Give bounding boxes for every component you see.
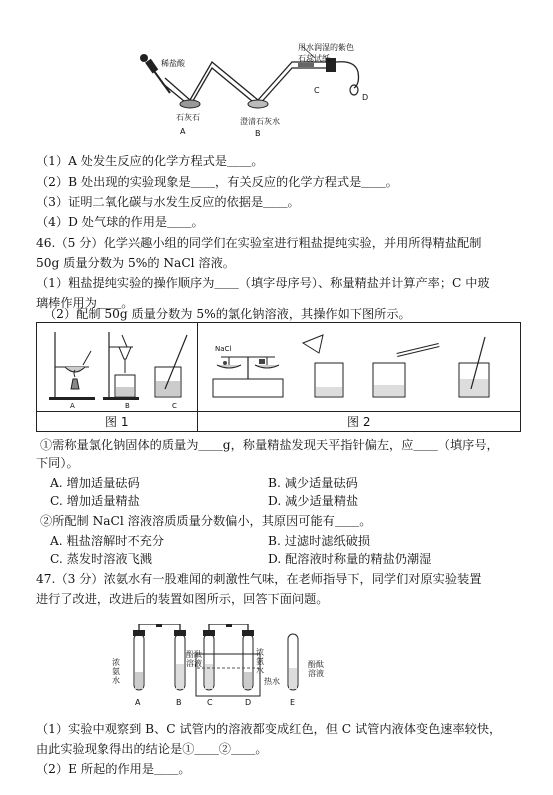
pour-water-beaker-icon	[373, 345, 439, 397]
q47-intro-1: 47.（3 分）浓氨水有一股难闻的刺激性气味，在老师指导下，同学们对原实验装置	[36, 572, 482, 586]
tube-D-icon	[242, 630, 254, 690]
q46-option-D1: D. 减少适量精盐	[268, 494, 359, 508]
q46-option-B2: B. 过滤时滤纸破损	[268, 534, 371, 548]
figure-divider-vertical	[197, 323, 198, 431]
fig2-label-nacl: NaCl	[215, 345, 232, 353]
fig47-label-ammonia2: 浓氨水	[256, 648, 264, 675]
ammonia-diffusion-figure	[128, 624, 328, 704]
filtration-apparatus-icon	[103, 332, 139, 400]
tube-B-icon	[174, 630, 186, 690]
fig47-label-D: D	[245, 698, 252, 707]
q46-sub1-b: 下同）。	[36, 456, 79, 470]
label-D: D	[362, 93, 369, 102]
q45-part1: （1）A 处发生反应的化学方程式是＿＿。	[36, 154, 264, 168]
q46-option-A2: A. 粗盐溶解时不充分	[50, 534, 165, 548]
q46-option-C1: C. 增加适量精盐	[50, 494, 140, 508]
label-C: C	[314, 86, 320, 95]
fig47-label-E: E	[290, 698, 296, 707]
stirring-beaker-icon	[459, 337, 489, 397]
q46-option-B1: B. 减少适量砝码	[268, 476, 358, 490]
co2-apparatus-figure	[130, 38, 380, 143]
pour-salt-beaker-icon	[303, 335, 343, 397]
tube-C-icon	[203, 630, 215, 690]
q46-sub2: ②所配制 NaCl 溶液溶质质量分数偏小，其原因可能有＿＿。	[40, 514, 372, 528]
q46-intro-1: 46.（5 分）化学兴趣小组的同学们在实验室进行粗盐提纯实验，并用所得精盐配制	[36, 236, 482, 250]
figure-caption-1: 图 1	[105, 415, 129, 429]
fig47-label-C: C	[207, 698, 213, 707]
figure-caption-2: 图 2	[347, 415, 371, 429]
fig1-label-A: A	[70, 402, 75, 410]
figure-divider-horizontal	[37, 411, 520, 412]
fig47-label-ammonia: 浓氨水	[112, 658, 120, 685]
fig47-label-A: A	[135, 698, 141, 707]
q46-option-A1: A. 增加适量砝码	[50, 476, 140, 490]
purification-steps-figure	[47, 327, 192, 409]
q47-part2: （2）E 所起的作用是＿＿。	[36, 762, 191, 776]
label-A: A	[180, 127, 186, 136]
label-limewater: 澄清石灰水	[240, 117, 280, 126]
q46-part2: （2）配制 50g 质量分数为 5%的氯化钠溶液，其操作如下图所示。	[44, 307, 411, 321]
q47-part1-b: 由此实验现象得出的结论是①＿＿②＿＿。	[36, 742, 268, 756]
tube-A-icon	[133, 630, 145, 690]
q45-part3: （3）证明二氧化碳与水发生反应的依据是＿＿。	[36, 195, 300, 209]
q47-intro-2: 进行了改进，改进后的装置如图所示，回答下面问题。	[36, 592, 329, 606]
q45-part4: （4）D 处气球的作用是＿＿。	[36, 215, 204, 229]
fig47-label-phenol2: 酚酞溶液	[308, 660, 324, 678]
fig1-label-C: C	[172, 402, 177, 410]
q46-sub1-a: ①需称量氯化钠固体的质量为＿＿g，称量精盐发现天平指针偏左，应＿＿（填序号，	[40, 438, 499, 452]
solution-preparation-figure	[207, 327, 512, 409]
tube-E-icon	[288, 634, 298, 690]
label-acid: 稀盐酸	[161, 59, 185, 68]
q46-part1-b: 璃棒作用为＿＿。	[36, 296, 134, 310]
label-paper-2: 石蕊试纸	[298, 54, 330, 63]
label-paper-1: 用水润湿的紫色	[298, 43, 354, 52]
q46-option-D2: D. 配溶液时称量的精盐仍潮湿	[268, 552, 432, 566]
balance-icon	[213, 357, 283, 397]
q45-part2: （2）B 处出现的实验现象是＿＿，有关反应的化学方程式是＿＿。	[36, 175, 398, 189]
dissolving-beaker-icon	[155, 335, 187, 397]
q46-option-C2: C. 蒸发时溶液飞溅	[50, 552, 152, 566]
q46-part1-a: （1）粗盐提纯实验的操作顺序为＿＿（填字母序号）、称量精盐并计算产率；C 中玻	[36, 276, 490, 290]
fig47-label-phenol: 酚酞溶液	[186, 650, 202, 668]
fig47-label-B: B	[176, 698, 182, 707]
q46-figure-box	[36, 322, 521, 432]
q46-intro-2: 50g 质量分数为 5%的 NaCl 溶液。	[36, 256, 235, 270]
label-B: B	[255, 129, 261, 138]
fig1-label-B: B	[125, 402, 130, 410]
fig47-label-hotwater: 热水	[264, 677, 280, 686]
q47-part1-a: （1）实验中观察到 B、C 试管内的溶液都变成红色，但 C 试管内液体变色速率较快，	[36, 722, 502, 736]
evaporation-apparatus-icon	[49, 332, 95, 400]
label-limestone: 石灰石	[176, 113, 200, 122]
